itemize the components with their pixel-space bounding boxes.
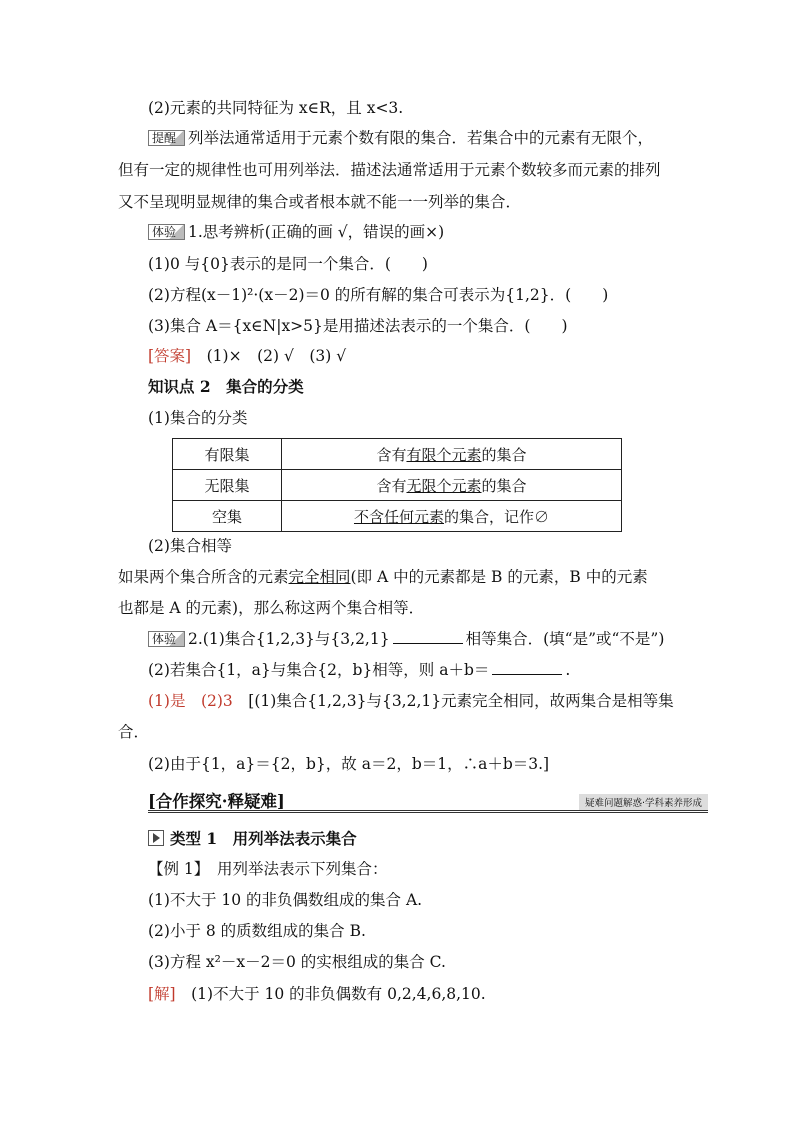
section-subtitle: 疑难问题解惑·学科素养形成 [579,794,708,810]
text-line: 合． [118,723,150,741]
table-row [173,470,622,501]
question-line: (2)方程(x－1)²·(x－2)＝0 的所有解的集合可表示为{1,2}．( ) [148,286,609,304]
section-heading: 知识点 2 集合的分类 [148,377,304,396]
table-row [173,439,622,470]
answer-tag: [答案] [148,347,192,365]
text-line: (2)由于{1，a}＝{2，b}，故 a＝2，b＝1，∴a＋b＝3.] [148,755,550,773]
text-line: 提醒 列举法通常适用于元素个数有限的集合．若集合中的元素有无限个， [148,128,653,148]
text-line: (3)方程 x²－x－2＝0 的实根组成的集合 C. [148,953,446,971]
answer-line: (1)是 (2)3 [(1)集合{1,2,3}与{3,2,1}元素完全相同，故两集合是相等集 [148,692,674,710]
table-row [173,501,622,532]
answer-blank [492,660,562,675]
table-cell: 含有有限个元素的集合 [282,439,622,470]
text-line: 又不呈现明显规律的集合或者根本就不能一一列举的集合． [118,193,522,211]
text-line: 体验 1.思考辨析(正确的画 √，错误的画×) [148,222,444,242]
table-cell: 空集 [173,501,282,532]
text-line: (1)不大于 10 的非负偶数组成的集合 A. [148,891,423,909]
table-cell: 不含任何元素的集合，记作∅ [282,501,622,532]
question-line: (1)0 与{0}表示的是同一个集合．( ) [148,255,428,273]
section-title: [合作探究·释疑难] [148,792,285,811]
question-line: (3)集合 A＝{x∈N|x>5}是用描述法表示的一个集合．( ) [148,317,568,335]
text-line: (1)集合的分类 [148,409,248,427]
text-line: (2)元素的共同特征为 x∈R，且 x<3. [148,99,404,117]
text-line: 如果两个集合所含的元素完全相同(即 A 中的元素都是 B 的元素，B 中的元素 [118,568,648,586]
note-tag: 提醒 [148,130,185,146]
table-cell: 有限集 [173,439,282,470]
solution-line: [解] (1)不大于 10 的非负偶数有 0,2,4,6,8,10. [148,985,486,1003]
text-line: 也都是 A 的元素)，那么称这两个集合相等． [118,599,425,617]
text-line: (2)若集合{1，a}与集合{2，b}相等，则 a＋b＝ . [148,661,571,679]
section-header [148,788,708,813]
text-line: 体验 2.(1)集合{1,2,3}与{3,2,1} 相等集合．(填“是”或“不是”) [148,629,664,649]
type-heading: 类型 1 用列举法表示集合 [148,828,357,849]
table-cell: 含有无限个元素的集合 [282,470,622,501]
solution-tag: [解] [148,985,176,1003]
exercise-tag: 体验 [148,224,185,240]
answer-line: [答案] (1)× (2) √ (3) √ [148,347,347,365]
classification-table [172,438,622,532]
answer-blank [393,629,463,644]
exercise-tag: 体验 [148,631,185,647]
table-cell: 无限集 [173,470,282,501]
text-line: (2)集合相等 [148,537,232,555]
text-line: 但有一定的规律性也可用列举法．描述法通常适用于元素个数较多而元素的排列 [118,161,661,179]
text-line: (2)小于 8 的质数组成的集合 B. [148,922,366,940]
play-icon [148,830,164,846]
example-line: 【例 1】 用列举法表示下列集合： [148,860,388,878]
